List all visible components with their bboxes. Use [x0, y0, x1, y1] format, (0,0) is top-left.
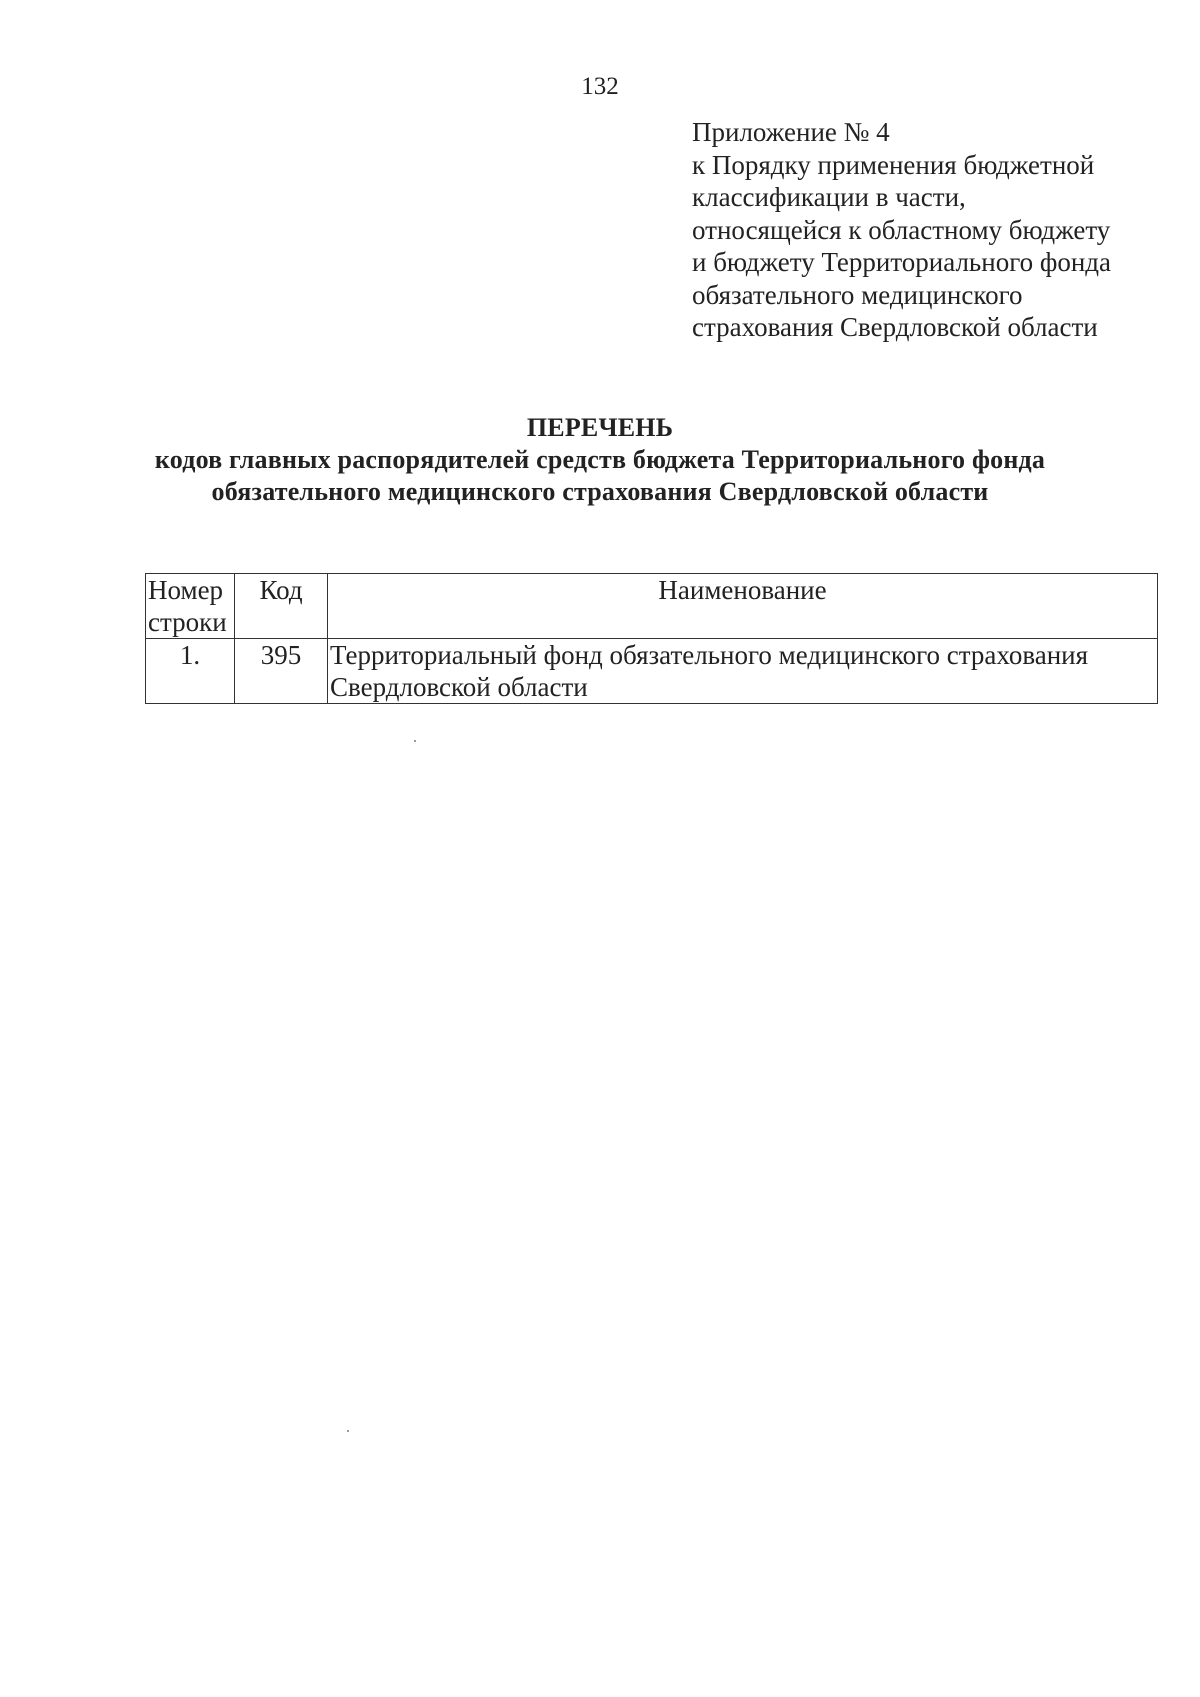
codes-table: [145, 573, 1158, 704]
scan-speck: [414, 740, 416, 742]
annex-line: страхования Свердловской области: [692, 312, 1098, 342]
header-row-number: [146, 574, 235, 639]
title-subtitle-line: кодов главных распорядителей средств бюджета Территориального фонда: [154, 445, 1046, 474]
annex-line: классификации в части,: [692, 182, 966, 212]
title-subtitle-line: обязательного медицинского страхования Свердловской области: [211, 477, 989, 506]
cell-name: Территориальный фонд обязательного медицинского страхования Свердловской области: [328, 639, 1158, 704]
annex-line: относящейся к областному бюджету: [692, 214, 1111, 245]
table-header-row: [146, 574, 1158, 639]
table-row: [146, 639, 1158, 704]
header-row-number-line2: строки: [148, 607, 227, 637]
page-number: 132: [581, 73, 619, 100]
annex-line: и бюджету Территориального фонда: [692, 247, 1112, 277]
annex-line: Приложение № 4: [692, 117, 890, 147]
document-title: [0, 412, 1200, 508]
header-row-number-line1: Номер: [148, 575, 224, 605]
annex-reference: [692, 116, 1182, 344]
scan-speck: [347, 1430, 349, 1432]
header-name: Наименование: [328, 574, 1158, 639]
annex-line: к Порядку применения бюджетной: [692, 149, 1095, 180]
cell-code: 395: [235, 639, 328, 704]
header-code: Код: [235, 574, 328, 639]
cell-row-number: 1.: [146, 639, 235, 704]
title-heading: ПЕРЕЧЕНЬ: [526, 413, 674, 442]
annex-line: обязательного медицинского: [692, 279, 1023, 310]
